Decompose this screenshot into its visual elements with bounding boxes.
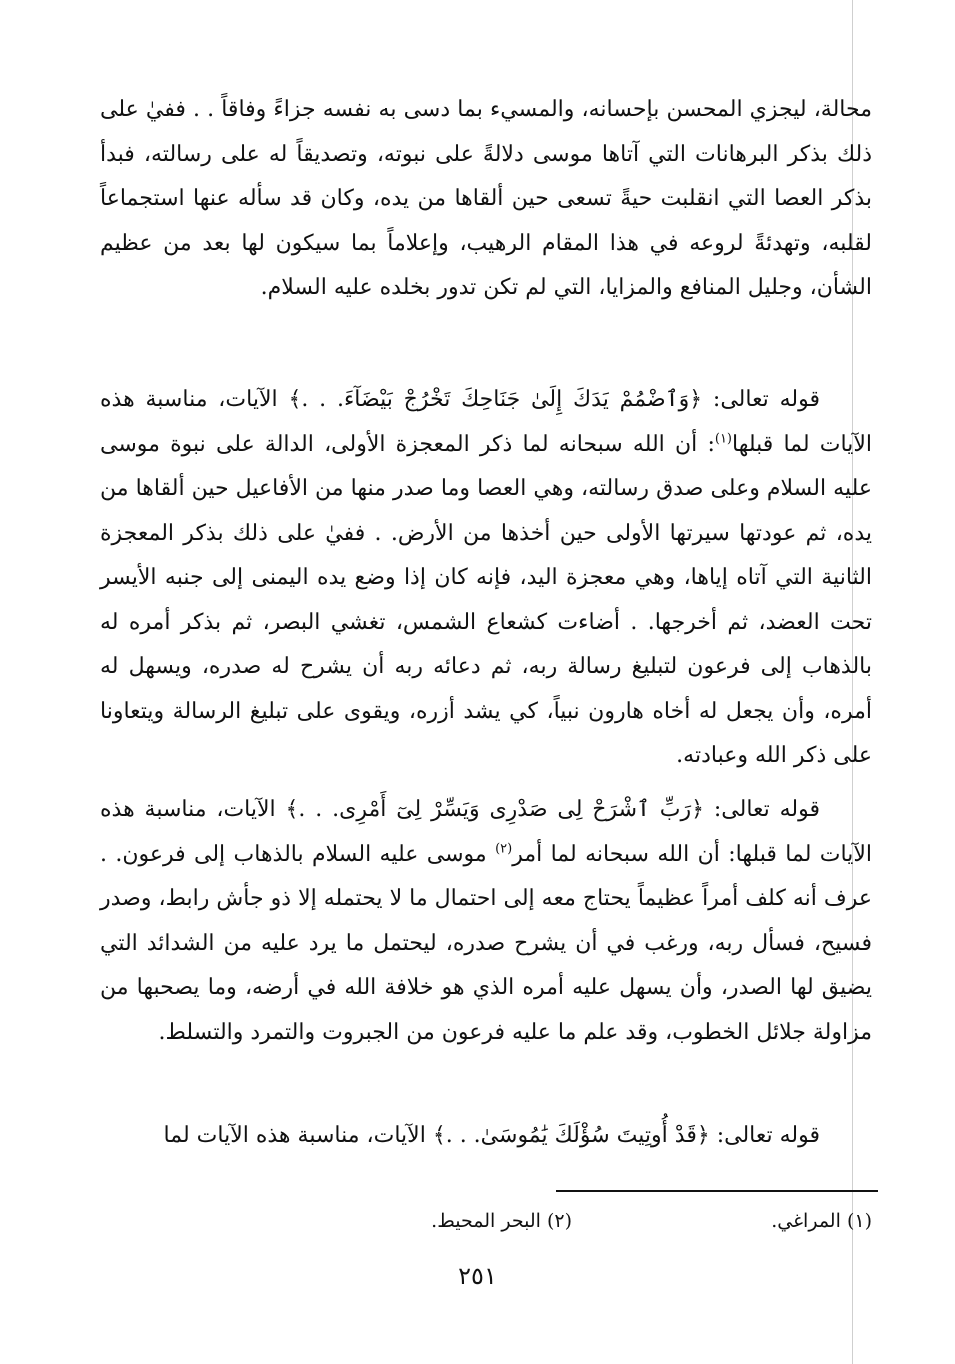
paragraph-2 — [100, 378, 872, 779]
paragraph-3 — [100, 788, 872, 1055]
footnote-separator — [556, 1190, 878, 1192]
paragraph-4 — [100, 1114, 872, 1159]
paragraph-1-text: محالة، ليجزي المحسن بإحسانه، والمسيء بما دسى به نفسه جزاءً وفاقاً . . ففيٰ على ذلك بذكر البرهانات التي آتاها موسى دلالةً على نبوته، وتصديقاً له على رسالته، فبدأ بذكر العصا التي انقلبت حيةً تسعى حين ألقاها من يده، وكان قد سأله عنها استجماعاً لقلبه، وتهدئةً لروعه في هذا المقام الرهيب، وإعلاماً بما سيكون لها بعد من عظيم الشأن، وجليل المنافع والمزايا، التي لم تكن تدور بخلده عليه السلام. — [100, 97, 872, 300]
paragraph-4-after: الآيات، مناسبة هذه الآيات لما — [163, 1123, 433, 1148]
footnote-1 — [771, 1205, 872, 1237]
footnote-2-text: البحر المحيط. — [431, 1210, 541, 1232]
paragraph-1 — [100, 88, 872, 311]
paragraph-3-before-note: الآيات، مناسبة هذه الآيات لما قبلها: أن الله سبحانه لما أمر — [100, 797, 872, 867]
quran-verse-3: ﴿قَدْ أُوتِيتَ سُؤْلَكَ يَٰمُوسَىٰ. . .﴾ — [432, 1123, 710, 1148]
paragraph-2-lead: قوله تعالى: — [702, 387, 821, 412]
footnote-2 — [431, 1205, 572, 1237]
page-number: ٢٥١ — [458, 1262, 497, 1290]
footnote-ref-2: (٢) — [495, 841, 513, 857]
paragraph-2-after-note: : أن الله سبحانه لما ذكر المعجزة الأولى، الدالة على نبوة موسى عليه السلام وعلى صدق رسالته، وهي العصا وما صدر منها من الأفاعيل حين ألقاها من يده، ثم عودتها سيرتها الأولى حين أخذها من الأرض. . ففيٰ على ذلك بذكر المعجزة الثانية التي آتاه إياها، وهي معجزة اليد، فإنه كان إذا وضع يده اليمنى إلى جنبه الأيسر تحت العضد، ثم أخرجها. . أضاءت كشعاع الشمس، تغشي البصر، ثم بذكر أمره له بالذهاب إلى فرعون لتبليغ رسالة ربه، ثم دعائه ربه أن يشرح له صدره، ويسهل له أمره، وأن يجعل له أخاه هارون نبياً، كي يشد أزره، ويقوى على تبليغ الرسالة ويتعاونا على ذكر الله وعبادته. — [100, 431, 872, 768]
paragraph-3-after-note: موسى عليه السلام بالذهاب إلى فرعون. . عرف أنه كلف أمراً عظيماً يحتاج معه إلى احتمال ما لا يحتمله إلا ذو جأش رابط، وصدر فسيح، فسأل ربه، ورغب في أن يشرح صدره، ليحتمل ما يرد عليه من الشدائد التي يضيق لها الصدر، وأن يسهل عليه أمره الذي هو خلافة الله في أرضه، وما يصحبها من مزاولة جلائل الخطوب، وقد علم ما عليه فرعون من الجبروت والتمرد والتسلط. — [100, 841, 872, 1045]
paragraph-4-lead: قوله تعالى: — [709, 1123, 820, 1148]
footnote-1-text: المراغي. — [771, 1210, 841, 1232]
paragraph-3-lead: قوله تعالى: — [704, 797, 821, 822]
paragraph-2-before-note: الآيات، مناسبة هذه الآيات لما قبلها — [100, 387, 872, 457]
quran-verse-2: ﴿رَبِّ ٱشْرَحْ لِى صَدْرِى وَيَسِّرْ لِىٓ أَمْرِى. . .﴾ — [285, 797, 705, 822]
quran-verse-1: ﴿وَٱضْمُمْ يَدَكَ إِلَىٰ جَنَاحِكَ تَخْرُجْ بَيْضَآءَ. . .﴾ — [288, 387, 703, 412]
footnote-1-marker: (١) — [846, 1210, 872, 1232]
footnote-ref-1: (١) — [714, 431, 732, 447]
footnote-2-marker: (٢) — [546, 1210, 572, 1232]
